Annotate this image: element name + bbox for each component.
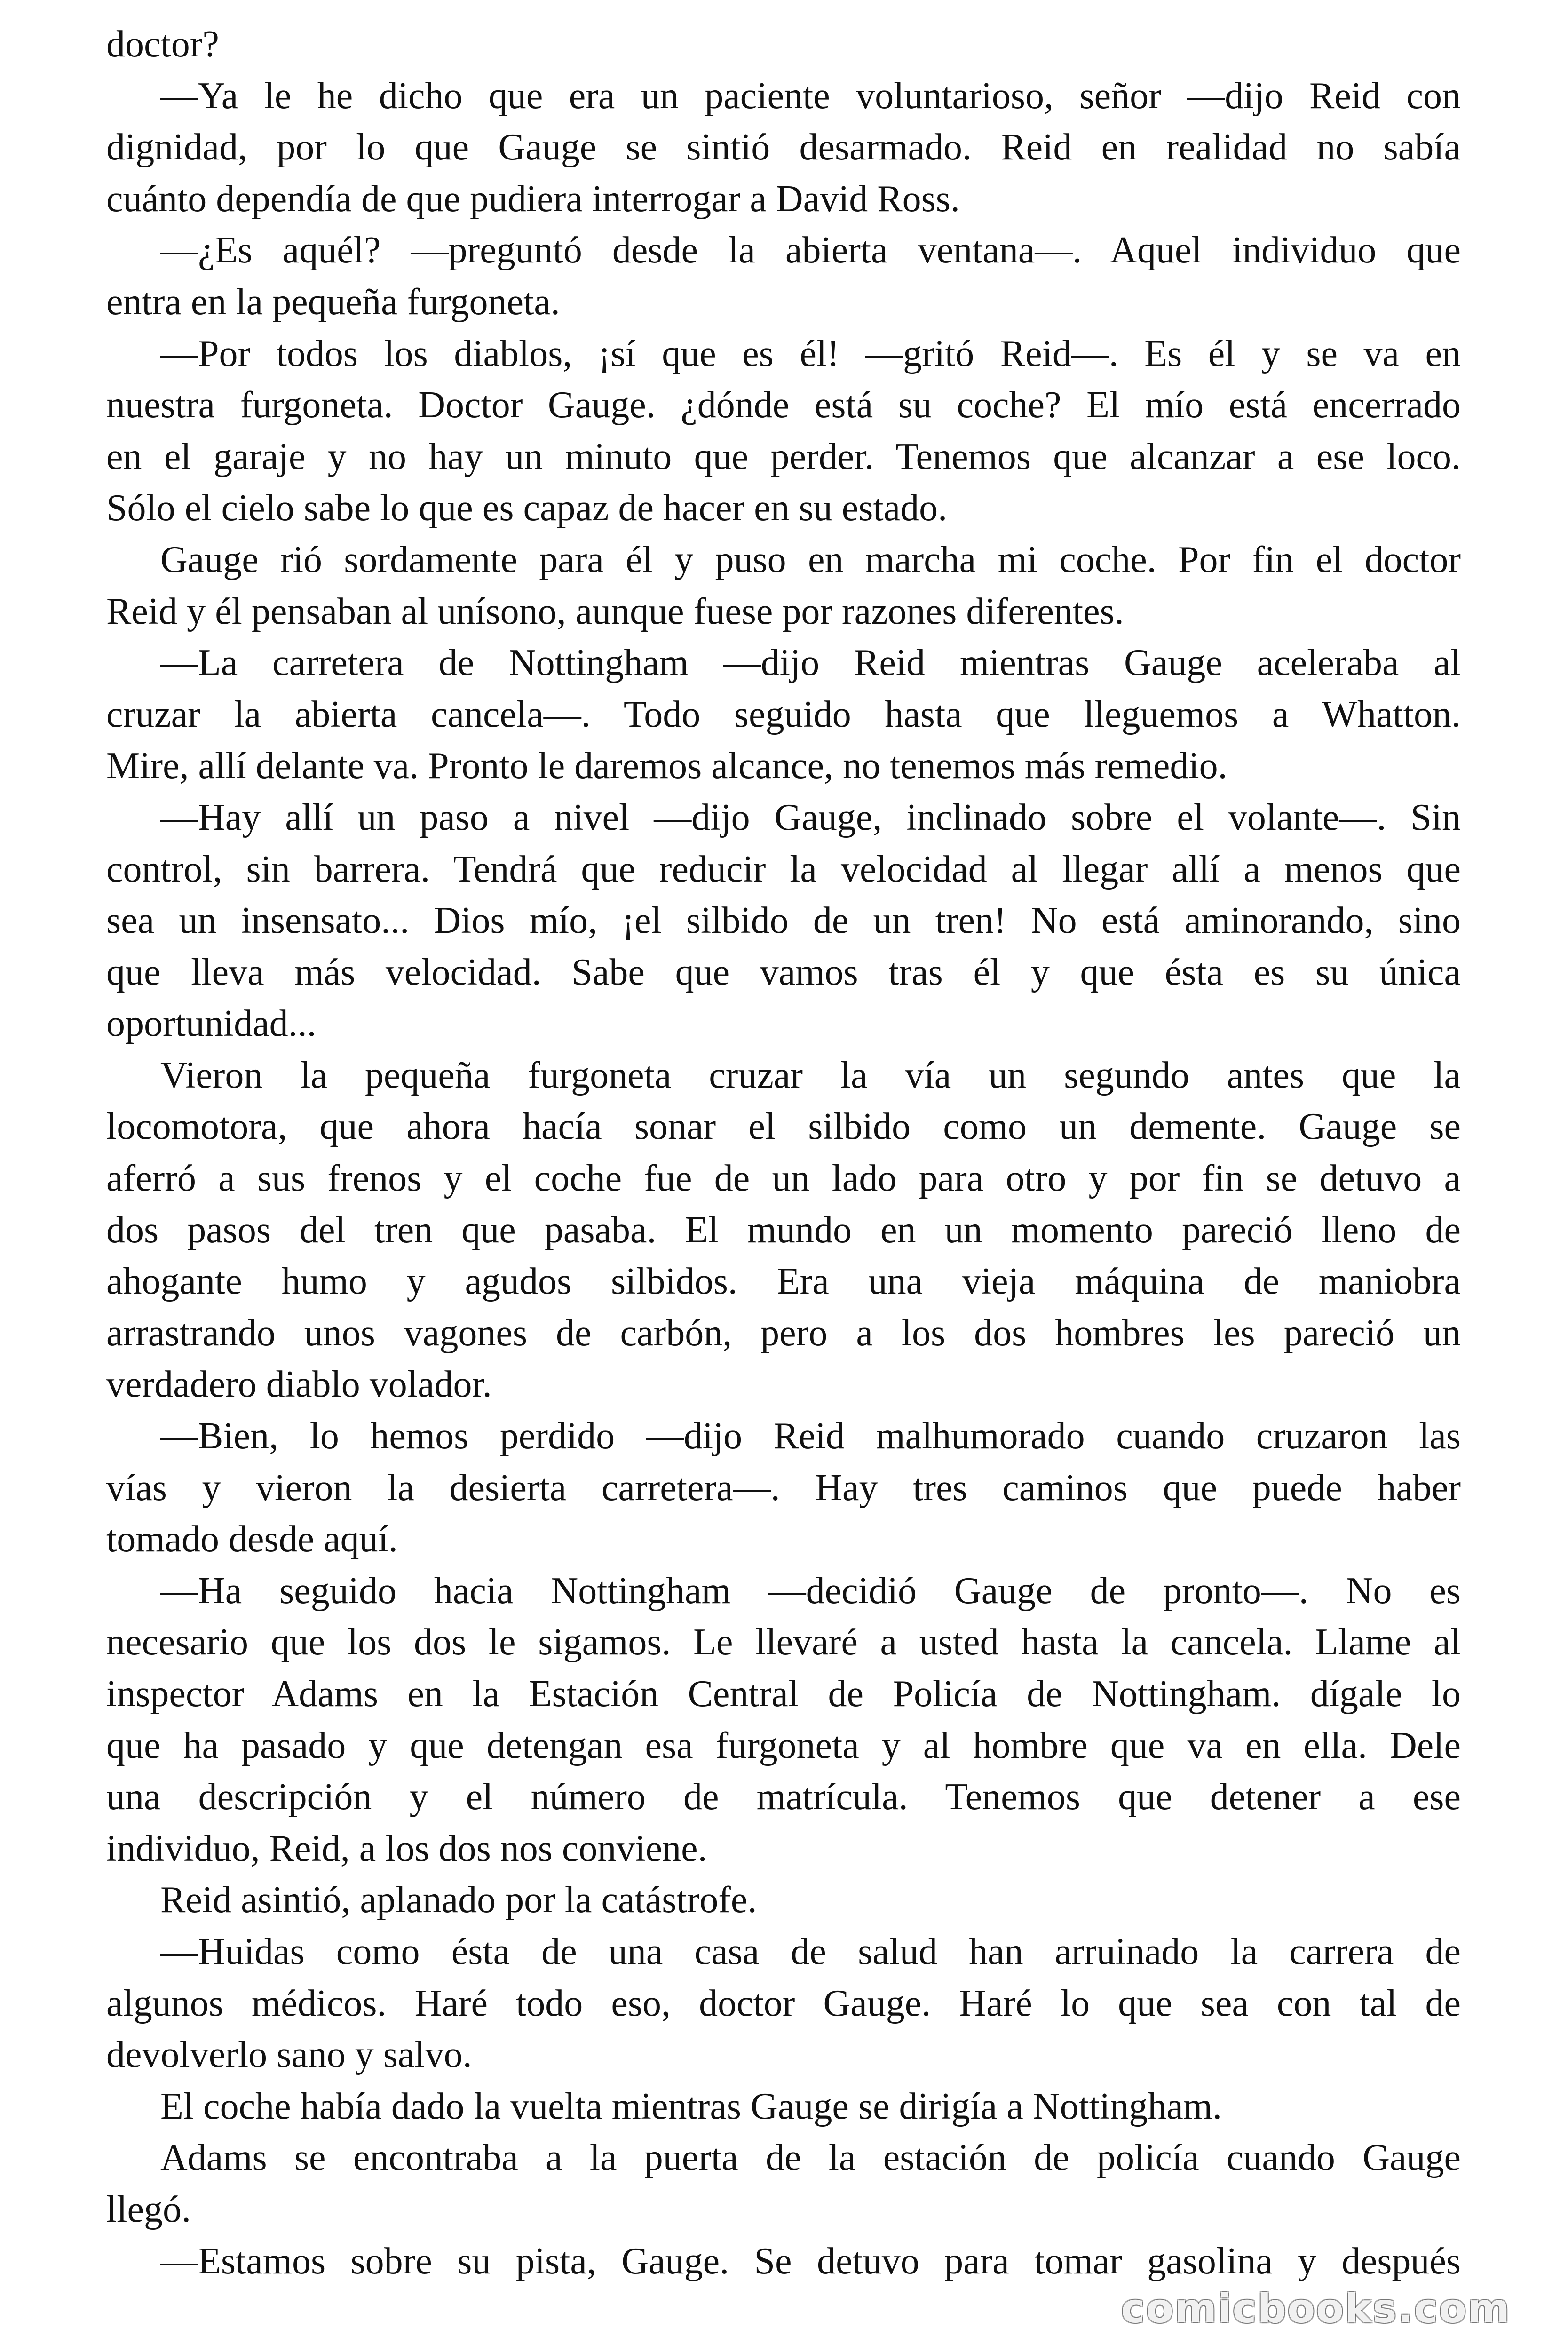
text-line: verdadero diablo volador. [106, 1364, 492, 1406]
text-line: que lleva más velocidad. Sabe que vamos tras él y que ésta es su única [106, 951, 1461, 993]
text-line: —Hay allí un paso a nivel —dijo Gauge, inclinado sobre el volante—. Sin [160, 796, 1461, 838]
text-line: —Ha seguido hacia Nottingham —decidió Gauge de pronto—. No es [160, 1570, 1461, 1612]
text-line: arrastrando unos vagones de carbón, pero a los dos hombres les pareció un [106, 1312, 1461, 1354]
text-line: aferró a sus frenos y el coche fue de un lado para otro y por fin se detuvo a [106, 1158, 1461, 1200]
text-line: —La carretera de Nottingham —dijo Reid mientras Gauge aceleraba al [160, 642, 1461, 684]
text-line: —Huidas como ésta de una casa de salud han arruinado la carrera de [160, 1931, 1461, 1972]
text-line: Sólo el cielo sabe lo que es capaz de hacer en su estado. [106, 487, 948, 529]
text-line: dos pasos del tren que pasaba. El mundo en un momento pareció lleno de [106, 1209, 1461, 1251]
text-line: individuo, Reid, a los dos nos conviene. [106, 1828, 707, 1869]
text-line: —Estamos sobre su pista, Gauge. Se detuvo para tomar gasolina y después [160, 2240, 1461, 2282]
watermark: comicbooks.com [1121, 2285, 1511, 2332]
text-line: que ha pasado y que detengan esa furgoneta y al hombre que va en ella. Dele [106, 1724, 1461, 1766]
text-line: Gauge rió sordamente para él y puso en marcha mi coche. Por fin el doctor [160, 539, 1461, 580]
text-line: entra en la pequeña furgoneta. [106, 281, 560, 323]
text-line: —Bien, lo hemos perdido —dijo Reid malhumorado cuando cruzaron las [160, 1415, 1461, 1457]
text-line: Reid y él pensaban al unísono, aunque fuese por razones diferentes. [106, 590, 1124, 632]
text-line: Vieron la pequeña furgoneta cruzar la vía un segundo antes que la [160, 1054, 1461, 1096]
text-line: una descripción y el número de matrícula. Tenemos que detener a ese [106, 1776, 1461, 1818]
text-line: tomado desde aquí. [106, 1518, 398, 1560]
text-line: llegó. [106, 2188, 191, 2230]
text-line: El coche había dado la vuelta mientras Gauge se dirigía a Nottingham. [160, 2085, 1222, 2127]
text-line: algunos médicos. Haré todo eso, doctor Gauge. Haré lo que sea con tal de [106, 1982, 1461, 2024]
text-line: nuestra furgoneta. Doctor Gauge. ¿dónde está su coche? El mío está encerrado [106, 384, 1461, 426]
text-line: cruzar la abierta cancela—. Todo seguido hasta que lleguemos a Whatton. [106, 693, 1461, 735]
text-line: Mire, allí delante va. Pronto le daremos alcance, no tenemos más remedio. [106, 745, 1227, 787]
text-line: —Por todos los diablos, ¡sí que es él! —gritó Reid—. Es él y se va en [160, 333, 1461, 374]
text-line: inspector Adams en la Estación Central de Policía de Nottingham. dígale lo [106, 1673, 1461, 1715]
text-line: doctor? [106, 24, 219, 65]
text-line: dignidad, por lo que Gauge se sintió desarmado. Reid en realidad no sabía [106, 127, 1461, 168]
body-text [106, 19, 1461, 2287]
text-line: Reid asintió, aplanado por la catástrofe. [160, 1879, 757, 1921]
text-line: ahogante humo y agudos silbidos. Era una vieja máquina de maniobra [106, 1261, 1461, 1303]
text-line: —Ya le he dicho que era un paciente voluntarioso, señor —dijo Reid con [160, 75, 1461, 117]
text-line: devolverlo sano y salvo. [106, 2034, 472, 2076]
text-line: —¿Es aquél? —preguntó desde la abierta ventana—. Aquel individuo que [160, 230, 1461, 271]
text-line: oportunidad... [106, 1003, 317, 1045]
text-line: cuánto dependía de que pudiera interrogar a David Ross. [106, 178, 960, 220]
text-line: en el garaje y no hay un minuto que perder. Tenemos que alcanzar a ese loco. [106, 436, 1461, 477]
text-line: control, sin barrera. Tendrá que reducir la velocidad al llegar allí a menos que [106, 848, 1461, 890]
text-line: vías y vieron la desierta carretera—. Hay tres caminos que puede haber [106, 1467, 1461, 1509]
text-line: necesario que los dos le sigamos. Le llevaré a usted hasta la cancela. Llame al [106, 1621, 1461, 1663]
text-line: sea un insensato... Dios mío, ¡el silbido de un tren! No está aminorando, sino [106, 900, 1461, 942]
text-line: Adams se encontraba a la puerta de la estación de policía cuando Gauge [160, 2137, 1461, 2179]
text-line: locomotora, que ahora hacía sonar el silbido como un demente. Gauge se [106, 1106, 1461, 1148]
